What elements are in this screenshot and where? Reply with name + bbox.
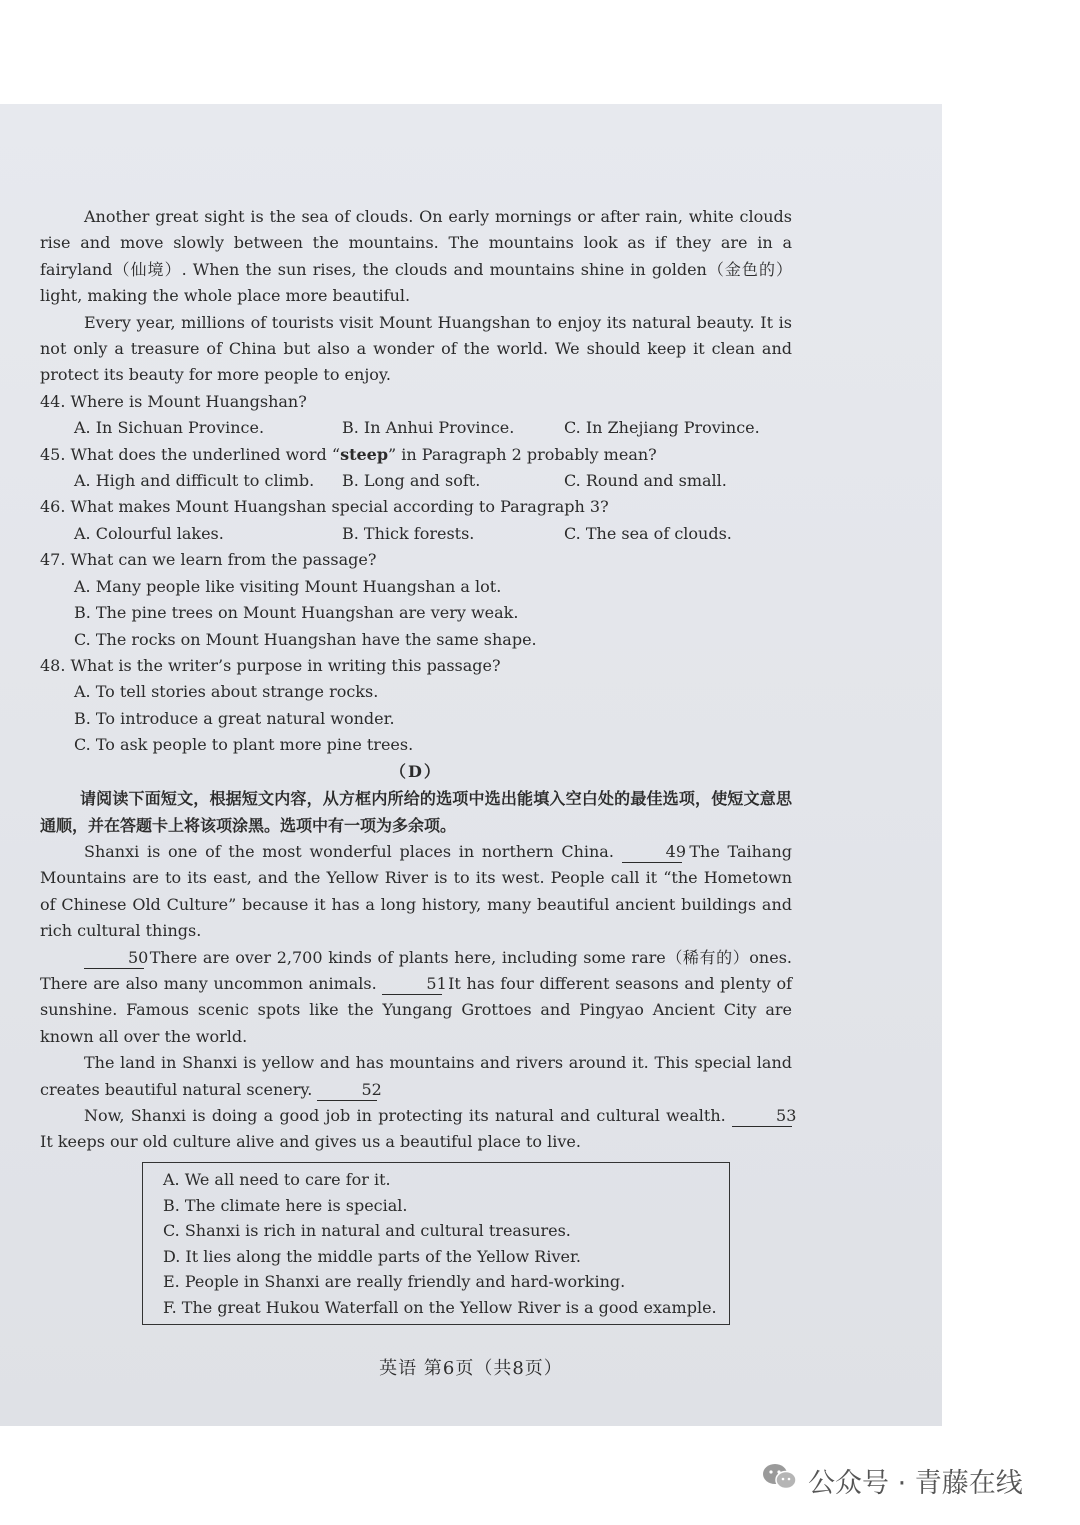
- option-b: B. Thick forests.: [342, 523, 475, 543]
- question-46-stem: 46. What makes Mount Huangshan special according to Paragraph 3?: [40, 497, 609, 517]
- passage-text: Shanxi is one of the most wonderful places in northern China.: [84, 841, 614, 861]
- section-d-instruction: 请阅读下面短文，根据短文内容，从方框内所给的选项中选出能填入空白处的最佳选项，使短文意思通顺，并在答题卡上将该项涂黑。选项中有一项为多余项。: [40, 788, 792, 835]
- question-45-options: [40, 468, 792, 494]
- options-box-wrapper: [142, 1162, 730, 1325]
- passage-d-paragraph: [40, 1050, 792, 1103]
- box-option-c: C. Shanxi is rich in natural and cultural treasures.: [163, 1221, 571, 1240]
- exam-content: [40, 204, 797, 1156]
- passage-text: It has four different seasons and plenty of sunshine. Famous scenic spots like the Yungang Grottoes and Pingyao Ancient City are known all over the world.: [40, 973, 793, 1046]
- option-a: A. To tell stories about strange rocks.: [74, 682, 379, 702]
- option-c: C. In Zhejiang Province.: [564, 418, 760, 438]
- question-46-options: [40, 521, 792, 547]
- option-a: A. Many people like visiting Mount Huangshan a lot.: [74, 576, 502, 596]
- passage-d-paragraph: [40, 839, 792, 945]
- watermark: [762, 1460, 1023, 1500]
- box-option-d: D. It lies along the middle parts of the Yellow River.: [163, 1246, 581, 1266]
- question-48-stem: 48. What is the writer’s purpose in writing this passage?: [40, 655, 501, 675]
- option-a: A. High and difficult to climb.: [74, 471, 315, 491]
- box-option-b: B. The climate here is special.: [163, 1195, 408, 1215]
- box-option-e: E. People in Shanxi are really friendly and hard-working.: [163, 1272, 626, 1291]
- option-a: A. Colourful lakes.: [74, 523, 224, 543]
- passage-d-paragraph: [40, 945, 792, 1051]
- option-a: A. In Sichuan Province.: [74, 418, 265, 438]
- passage-d-paragraph: [40, 1103, 797, 1156]
- blank-52: 52: [317, 1080, 377, 1101]
- option-c: C. Round and small.: [564, 471, 727, 491]
- question-45-stem-pre: 45. What does the underlined word “: [40, 444, 341, 464]
- blank-53: 53: [732, 1106, 792, 1127]
- passage-text: Now, Shanxi is doing a good job in protecting its natural and cultural wealth.: [84, 1106, 726, 1125]
- question-47-stem: 47. What can we learn from the passage?: [40, 550, 377, 570]
- section-d-title: （D）: [390, 761, 442, 781]
- blank-49: 49: [622, 842, 682, 863]
- wechat-icon: [762, 1462, 798, 1499]
- option-c: C. The sea of clouds.: [564, 523, 732, 543]
- blank-51: 51: [382, 974, 442, 995]
- page-footer: 英语 第6页（共8页）: [379, 1358, 563, 1379]
- box-option-a: A. We all need to care for it.: [163, 1170, 391, 1189]
- option-b: B. The pine trees on Mount Huangshan are very weak.: [74, 603, 519, 623]
- box-option-f: F. The great Hukou Waterfall on the Yellow River is a good example.: [163, 1297, 717, 1317]
- option-c: C. The rocks on Mount Huangshan have the same shape.: [74, 629, 537, 649]
- option-b: B. Long and soft.: [342, 471, 481, 491]
- option-b: B. In Anhui Province.: [342, 418, 515, 438]
- watermark-text: 公众号 · 青藤在线: [808, 1467, 1023, 1499]
- question-44-options: [40, 415, 792, 441]
- question-45-stem-post: ” in Paragraph 2 probably mean?: [388, 444, 657, 464]
- blank-50: 50: [84, 948, 144, 969]
- passage-text: There are over 2,700 kinds of plants here, including some rare（稀有的）ones. There are also many uncommon animals.: [40, 947, 792, 993]
- passage-c-paragraph: Every year, millions of tourists visit Mount Huangshan to enjoy its natural beauty. It is not only a treasure of China but also a wonder of the world. We should keep it clean and protect its beauty for more people to enjoy.: [40, 312, 792, 385]
- option-b: B. To introduce a great natural wonder.: [74, 708, 395, 728]
- passage-text: It keeps our old culture alive and gives us a beautiful place to live.: [40, 1132, 581, 1152]
- options-box: [142, 1162, 730, 1325]
- passage-c-paragraph: Another great sight is the sea of clouds. On early mornings or after rain, white clouds rise and move slowly between the mountains. The mountains look as if they are in a fairyland（仙境）. When the sun rises, the clouds and mountains shine in golden（金色的）light, making the whole place more beautiful.: [40, 207, 792, 306]
- question-45-stem: [40, 442, 792, 468]
- steep-word: steep: [340, 444, 389, 464]
- passage-text: The Taihang Mountains are to its east, and the Yellow River is to its west. People call it “the Hometown of Chinese Old Culture” because it has a long history, many beautiful ancient buildings and rich cultural things.: [40, 841, 792, 941]
- question-44-stem: 44. Where is Mount Huangshan?: [40, 391, 307, 411]
- passage-text: The land in Shanxi is yellow and has mountains and rivers around it. This special land creates beautiful natural scenery.: [40, 1053, 792, 1099]
- option-c: C. To ask people to plant more pine trees.: [74, 735, 414, 755]
